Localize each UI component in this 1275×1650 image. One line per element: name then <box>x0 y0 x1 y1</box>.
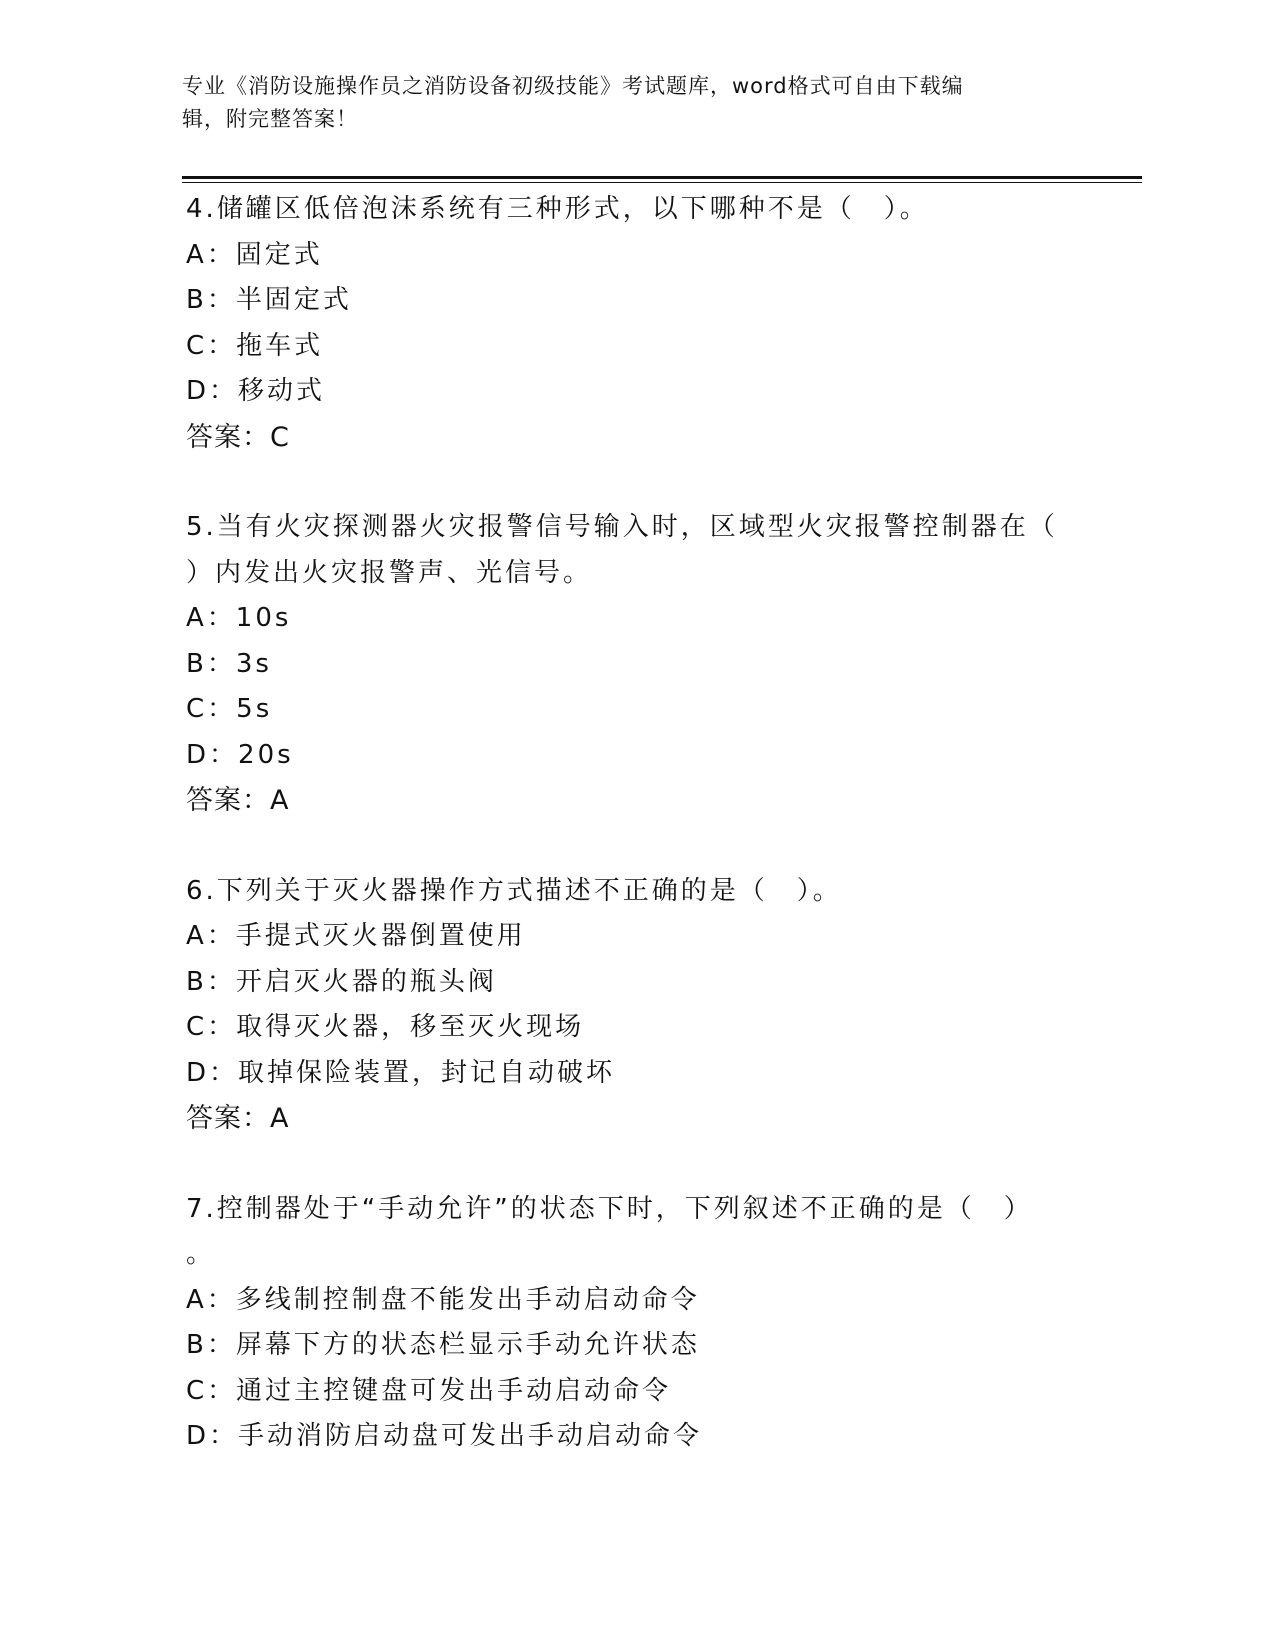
option-c: C：5s <box>186 694 273 724</box>
option-a: A：固定式 <box>186 239 323 270</box>
question-stem-line-2: ）内发出火灾报警声、光信号。 <box>186 557 593 588</box>
question-stem-line-1: 7.控制器处于“手动允许”的状态下时，下列叙述不正确的是（ ） <box>186 1193 1033 1224</box>
header-divider-thick <box>182 176 1142 179</box>
option-b: B：3s <box>186 648 272 679</box>
question-5 <box>186 505 1066 824</box>
option-d: D：手动消防启动盘可发出手动启动命令 <box>186 1421 703 1451</box>
option-b: B：半固定式 <box>186 285 352 315</box>
question-stem-line-2: 。 <box>186 1239 216 1269</box>
option-d: D：取掉保险装置，封记自动破坏 <box>186 1057 616 1088</box>
option-a: A：手提式灭火器倒置使用 <box>186 921 526 951</box>
option-a: A：多线制控制盘不能发出手动启动命令 <box>186 1284 700 1315</box>
option-c: C：通过主控键盘可发出手动启动命令 <box>186 1375 672 1406</box>
question-stem: 4.储罐区低倍泡沫系统有三种形式，以下哪种不是（ ）。 <box>186 194 929 224</box>
answer-label: 答案：A <box>186 785 290 816</box>
question-6 <box>186 869 1066 1142</box>
question-list <box>186 187 1066 1460</box>
option-c: C：取得灭火器，移至灭火现场 <box>186 1012 585 1042</box>
document-header <box>182 70 1062 136</box>
answer-label: 答案：C <box>186 421 290 453</box>
option-b: B：开启灭火器的瓶头阀 <box>186 966 497 997</box>
header-text-line-1: 专业《消防设施操作员之消防设备初级技能》考试题库，word格式可自由下载编 <box>182 74 964 98</box>
question-4 <box>186 187 1066 460</box>
option-a: A：10s <box>186 603 292 633</box>
question-stem-line-1: 5.当有火灾探测器火灾报警信号输入时，区域型火灾报警控制器在（ <box>186 512 1058 542</box>
option-d: D：移动式 <box>186 376 326 406</box>
header-divider-thin <box>182 182 1142 183</box>
option-d: D：20s <box>186 739 294 770</box>
answer-label: 答案：A <box>186 1103 290 1134</box>
option-b: B：屏幕下方的状态栏显示手动允许状态 <box>186 1330 700 1360</box>
header-text-line-2: 辑，附完整答案！ <box>182 107 358 131</box>
option-c: C：拖车式 <box>186 330 324 361</box>
question-stem: 6.下列关于灭火器操作方式描述不正确的是（ ）。 <box>186 875 842 906</box>
question-7 <box>186 1187 1066 1460</box>
